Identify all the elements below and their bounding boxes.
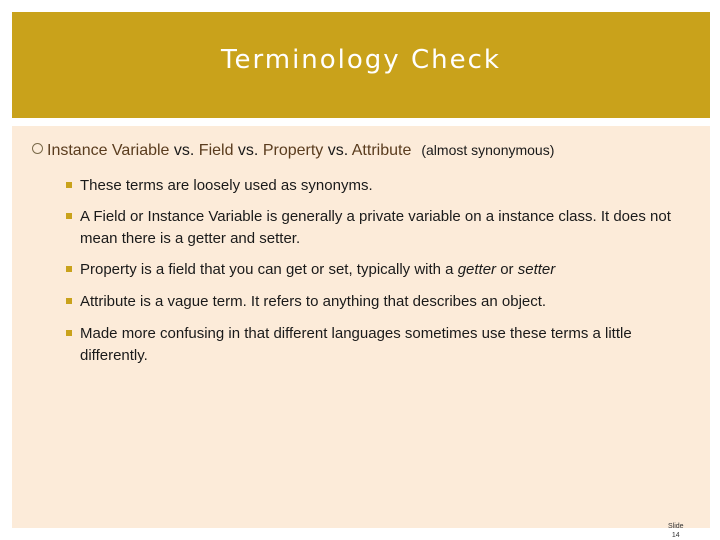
term-attribute: Attribute xyxy=(351,142,412,159)
separator-vs: vs. xyxy=(323,142,352,159)
sub-bullet-text xyxy=(66,259,696,281)
or-text: or xyxy=(496,261,518,278)
square-bullet-icon xyxy=(66,330,72,336)
term-instance-variable: Instance Variable xyxy=(47,142,170,159)
sub-bullet-text: These terms are loosely used as synonyms. xyxy=(80,177,373,194)
getter-term: getter xyxy=(457,261,497,278)
title-bar xyxy=(12,12,710,118)
square-bullet-icon xyxy=(66,266,72,272)
slide-title: Terminology Check xyxy=(221,45,501,75)
square-bullet-icon xyxy=(66,182,72,188)
slide-number xyxy=(668,522,684,540)
sub-bullet-text: Attribute is a vague term. It refers to anything that describes an object. xyxy=(80,293,547,310)
sub-bullet xyxy=(66,291,696,313)
circle-bullet-icon xyxy=(32,143,43,154)
slide-label: Slide xyxy=(668,523,684,530)
separator-vs: vs. xyxy=(233,142,263,159)
separator-vs: vs. xyxy=(169,142,199,159)
square-bullet-icon xyxy=(66,213,72,219)
synonym-note: (almost synonymous) xyxy=(421,142,555,158)
sub-bullet-text: Made more confusing in that different languages sometimes use these terms a little differently. xyxy=(80,325,632,364)
sub-bullet-text: A Field or Instance Variable is generally a private variable on a instance class. It does not mean there is a getter and setter. xyxy=(80,208,671,247)
square-bullet-icon xyxy=(66,298,72,304)
sub-bullet xyxy=(66,175,696,197)
term-property: Property xyxy=(262,142,324,159)
sub-bullet xyxy=(66,259,696,281)
sub-bullet xyxy=(66,323,696,367)
term-field: Field xyxy=(198,142,234,159)
sub-bullet xyxy=(66,206,696,250)
main-bullet xyxy=(32,142,712,160)
setter-term: setter xyxy=(517,261,556,278)
slide-number-value: 14 xyxy=(671,532,680,539)
property-text: Property is a field that you can get or set, typically with a xyxy=(80,261,458,278)
